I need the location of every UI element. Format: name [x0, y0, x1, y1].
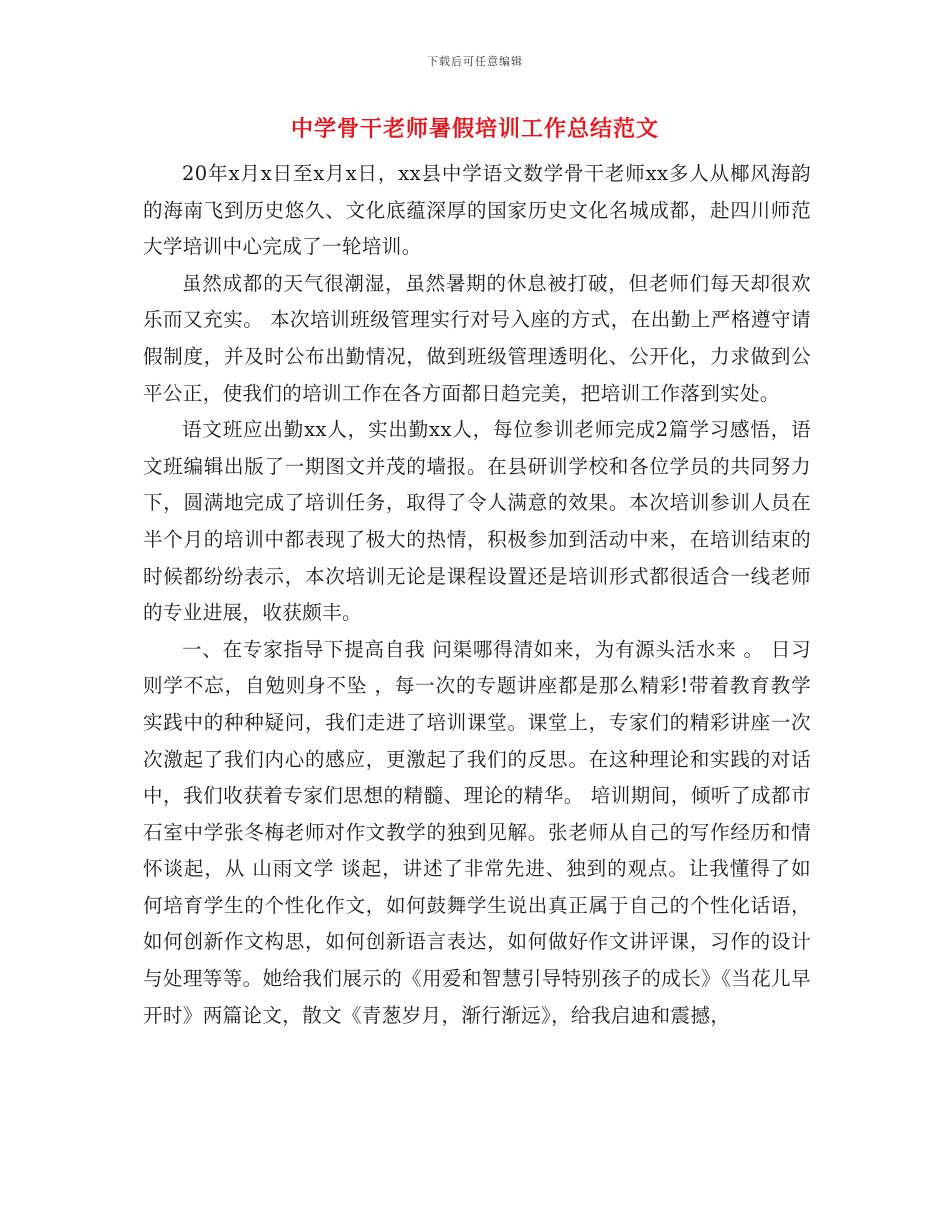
- paragraph: 20年x月x日至x月x日，xx县中学语文数学骨干老师xx多人从椰风海韵的海南飞到历史悠久、文化底蕴深厚的国家历史文化名城成都，赴四川师范大学培训中心完成了一轮培训。: [143, 162, 811, 259]
- document-body: [143, 156, 811, 1034]
- document-title: 中学骨干老师暑假培训工作总结范文: [290, 116, 659, 142]
- paragraph: 语文班应出勤xx人，实出勤xx人，每位参训老师完成2篇学习感悟，语文班编辑出版了一期图文并茂的墙报。在县研训学校和各位学员的共同努力下，圆满地完成了培训任务，取得了令人满意的效果。本次培训参训人员在半个月的培训中都表现了极大的热情，积极参加到活动中来，在培训结束的时候都纷纷表示，本次培训无论是课程设置还是培训形式都很适合一线老师的专业进展，收获颇丰。: [143, 418, 811, 625]
- paragraph: 一、在专家指导下提高自我 问渠哪得清如来，为有源头活水来 。 日习则学不忘，自勉则身不坠 ，每一次的专题讲座都是那么精彩!带着教育教学实践中的种种疑问，我们走进了培训课堂。课堂上，专家们的精彩讲座一次次激起了我们内心的感应，更激起了我们的反思。在这种理论和实践的对话中，我们收获着专家们思想的精髓、理论的精华。 培训期间，倾听了成都市石室中学张冬梅老师对作文教学的独到见解。张老师从自己的写作经历和情怀谈起，从 山雨文学 谈起，讲述了非常先进、独到的观点。让我懂得了如何培育学生的个性化作文，如何鼓舞学生说出真正属于自己的个性化话语，如何创新作文构思，如何创新语言表达，如何做好作文讲评课，习作的设计与处理等等。她给我们展示的《用爱和智慧引导特别孩子的成长》《当花儿早开时》两篇论文，散文《青葱岁月，渐行渐远》，给我启迪和震撼，: [143, 637, 811, 1027]
- header-note: 下载后可任意编辑: [427, 55, 523, 68]
- paragraph: 虽然成都的天气很潮湿，虽然暑期的休息被打破，但老师们每天却很欢乐而又充实。 本次培训班级管理实行对号入座的方式，在出勤上严格遵守请假制度，并及时公布出勤情况，做到班级管理透明化、公开化，力求做到公平公正，使我们的培训工作在各方面都日趋完美，把培训工作落到实处。: [143, 271, 811, 405]
